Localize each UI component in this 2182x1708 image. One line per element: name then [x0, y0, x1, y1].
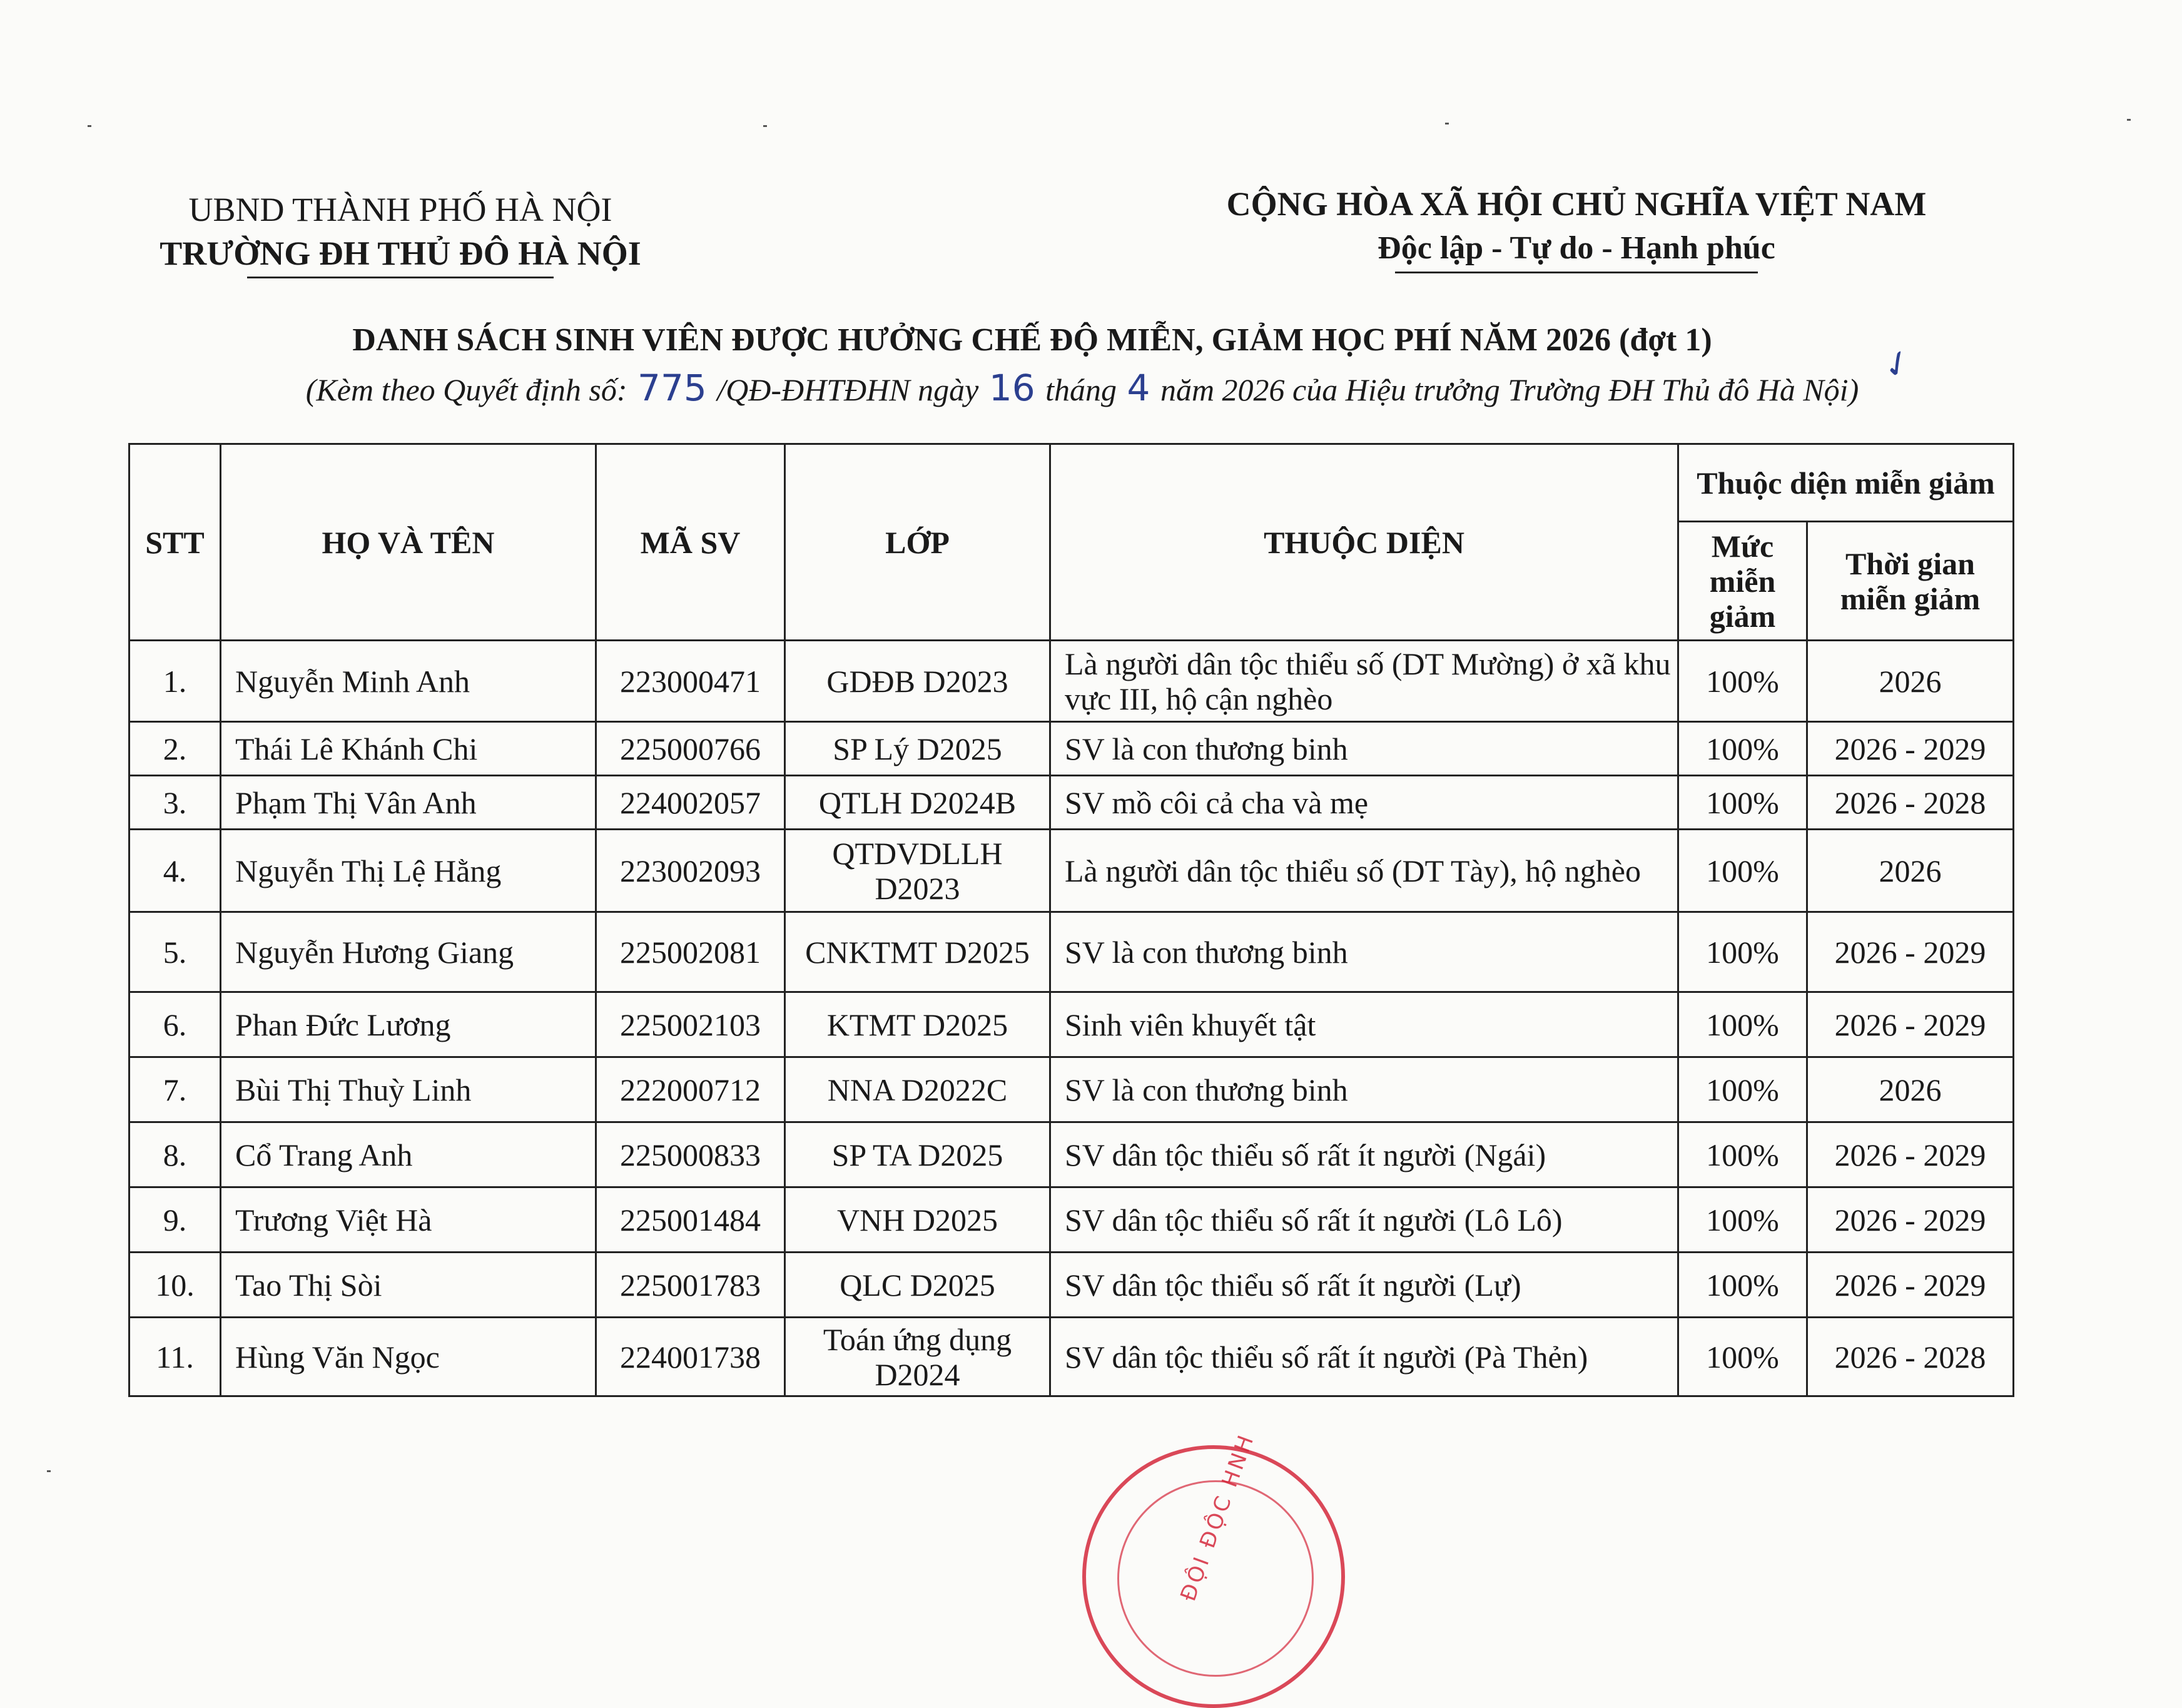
- table-row: [129, 992, 2014, 1057]
- row-class: SP TA D2025: [785, 1122, 1050, 1187]
- row-class: QTLH D2024B: [785, 776, 1050, 830]
- subtitle-part3: tháng: [1045, 372, 1117, 407]
- row-name: Phan Đức Lương: [221, 992, 596, 1057]
- table-row: [129, 912, 2014, 992]
- row-category: SV mồ côi cả cha và mẹ: [1050, 776, 1678, 830]
- table-row: [129, 830, 2014, 912]
- header-rate: Mức miễn giảm: [1678, 522, 1807, 641]
- handwritten-decision-number: 775: [637, 367, 707, 409]
- row-category: SV là con thương binh: [1050, 722, 1678, 776]
- row-stt: 6.: [129, 992, 221, 1057]
- row-category: Sinh viên khuyết tật: [1050, 992, 1678, 1057]
- stamp-text: ĐỘI ĐỘC HNH: [1175, 1430, 1260, 1605]
- row-category: Là người dân tộc thiểu số (DT Tày), hộ nghèo: [1050, 830, 1678, 912]
- row-period: 2026 - 2029: [1807, 722, 2014, 776]
- row-student-code: 222000712: [596, 1057, 785, 1122]
- row-stt: 9.: [129, 1187, 221, 1253]
- document-title: DANH SÁCH SINH VIÊN ĐƯỢC HƯỞNG CHẾ ĐỘ MIỄN, GIẢM HỌC PHÍ NĂM 2026 (đợt 1): [352, 322, 1712, 358]
- row-name: Nguyễn Minh Anh: [221, 641, 596, 722]
- row-student-code: 225001484: [596, 1187, 785, 1253]
- scan-speck: [47, 1470, 51, 1472]
- motto: Độc lập - Tự do - Hạnh phúc: [1378, 230, 1775, 266]
- row-category: SV dân tộc thiểu số rất ít người (Ngái): [1050, 1122, 1678, 1187]
- row-rate: 100%: [1678, 1187, 1807, 1253]
- row-stt: 8.: [129, 1122, 221, 1187]
- header-class: LỚP: [785, 444, 1050, 641]
- row-stt: 11.: [129, 1318, 221, 1396]
- header-category: THUỘC DIỆN: [1050, 444, 1678, 641]
- row-period: 2026 - 2028: [1807, 776, 2014, 830]
- row-class: NNA D2022C: [785, 1057, 1050, 1122]
- row-period: 2026 - 2029: [1807, 992, 2014, 1057]
- row-period: 2026 - 2028: [1807, 1318, 2014, 1396]
- table-row: [129, 641, 2014, 722]
- row-student-code: 224002057: [596, 776, 785, 830]
- table-row: [129, 1122, 2014, 1187]
- document-subtitle: [188, 368, 1977, 410]
- row-student-code: 223002093: [596, 830, 785, 912]
- row-stt: 2.: [129, 722, 221, 776]
- header-code: MÃ SV: [596, 444, 785, 641]
- table-row: [129, 1057, 2014, 1122]
- row-student-code: 225000833: [596, 1122, 785, 1187]
- row-rate: 100%: [1678, 776, 1807, 830]
- row-category: SV dân tộc thiểu số rất ít người (Lự): [1050, 1253, 1678, 1318]
- row-stt: 10.: [129, 1253, 221, 1318]
- scan-speck: [88, 125, 91, 127]
- row-category: SV là con thương binh: [1050, 912, 1678, 992]
- header-stt: STT: [129, 444, 221, 641]
- issuer-underline: [247, 277, 554, 278]
- row-name: Hùng Văn Ngọc: [221, 1318, 596, 1396]
- row-student-code: 225001783: [596, 1253, 785, 1318]
- row-period: 2026 - 2029: [1807, 1122, 2014, 1187]
- row-name: Bùi Thị Thuỳ Linh: [221, 1057, 596, 1122]
- row-name: Tao Thị Sòi: [221, 1253, 596, 1318]
- row-class: KTMT D2025: [785, 992, 1050, 1057]
- row-rate: 100%: [1678, 1253, 1807, 1318]
- row-period: 2026 - 2029: [1807, 1253, 2014, 1318]
- table-row: [129, 1253, 2014, 1318]
- row-category: Là người dân tộc thiểu số (DT Mường) ở xã khu vực III, hộ cận nghèo: [1050, 641, 1678, 722]
- row-student-code: 225002103: [596, 992, 785, 1057]
- row-rate: 100%: [1678, 641, 1807, 722]
- country-name: CỘNG HÒA XÃ HỘI CHỦ NGHĨA VIỆT NAM: [1226, 185, 1927, 223]
- row-period: 2026: [1807, 830, 2014, 912]
- row-name: Nguyễn Hương Giang: [221, 912, 596, 992]
- row-rate: 100%: [1678, 1057, 1807, 1122]
- row-class: GDĐB D2023: [785, 641, 1050, 722]
- handwritten-day: 16: [988, 367, 1035, 409]
- header-exemption-group: Thuộc diện miễn giảm: [1678, 444, 2014, 522]
- row-stt: 3.: [129, 776, 221, 830]
- row-period: 2026 - 2029: [1807, 1187, 2014, 1253]
- scan-speck: [763, 125, 767, 127]
- row-rate: 100%: [1678, 830, 1807, 912]
- row-class: QLC D2025: [785, 1253, 1050, 1318]
- header-period: Thời gian miễn giảm: [1807, 522, 2014, 641]
- row-rate: 100%: [1678, 992, 1807, 1057]
- row-class: VNH D2025: [785, 1187, 1050, 1253]
- row-rate: 100%: [1678, 722, 1807, 776]
- row-student-code: 223000471: [596, 641, 785, 722]
- row-stt: 1.: [129, 641, 221, 722]
- row-class: Toán ứng dụng D2024: [785, 1318, 1050, 1396]
- scan-speck: [2127, 119, 2131, 121]
- row-period: 2026: [1807, 641, 2014, 722]
- row-class: CNKTMT D2025: [785, 912, 1050, 992]
- row-name: Thái Lê Khánh Chi: [221, 722, 596, 776]
- row-category: SV dân tộc thiểu số rất ít người (Lô Lô): [1050, 1187, 1678, 1253]
- row-name: Cổ Trang Anh: [221, 1122, 596, 1187]
- row-stt: 4.: [129, 830, 221, 912]
- table-row: [129, 776, 2014, 830]
- table-row: [129, 1187, 2014, 1253]
- header-name: HỌ VÀ TÊN: [221, 444, 596, 641]
- student-list-table: [128, 443, 2014, 1397]
- handwritten-initial-mark: ✓: [1875, 339, 1921, 390]
- issuer-university: TRƯỜNG ĐH THỦ ĐÔ HÀ NỘI: [160, 235, 641, 272]
- national-motto: [1176, 181, 1977, 273]
- subtitle-part4: năm 2026 của Hiệu trưởng Trường ĐH Thủ đô Hà Nội): [1160, 372, 1859, 407]
- row-student-code: 224001738: [596, 1318, 785, 1396]
- subtitle-part2: /QĐ-ĐHTĐHN ngày: [717, 372, 979, 407]
- row-rate: 100%: [1678, 1122, 1807, 1187]
- motto-underline: [1395, 272, 1758, 273]
- row-rate: 100%: [1678, 1318, 1807, 1396]
- row-rate: 100%: [1678, 912, 1807, 992]
- subtitle-part1: (Kèm theo Quyết định số:: [305, 372, 627, 407]
- row-name: Trương Việt Hà: [221, 1187, 596, 1253]
- table-row: [129, 1318, 2014, 1396]
- row-class: SP Lý D2025: [785, 722, 1050, 776]
- red-seal-stamp: [1082, 1430, 1345, 1708]
- row-period: 2026 - 2029: [1807, 912, 2014, 992]
- handwritten-month: 4: [1127, 367, 1150, 409]
- row-category: SV dân tộc thiểu số rất ít người (Pà Thẻn): [1050, 1318, 1678, 1396]
- table-row: [129, 722, 2014, 776]
- scan-speck: [1445, 123, 1449, 125]
- row-name: Phạm Thị Vân Anh: [221, 776, 596, 830]
- issuer-authority: UBND THÀNH PHỐ HÀ NỘI: [188, 191, 612, 228]
- row-name: Nguyễn Thị Lệ Hằng: [221, 830, 596, 912]
- row-stt: 7.: [129, 1057, 221, 1122]
- row-student-code: 225000766: [596, 722, 785, 776]
- row-category: SV là con thương binh: [1050, 1057, 1678, 1122]
- row-student-code: 225002081: [596, 912, 785, 992]
- student-rows: [129, 641, 2014, 1396]
- issuer-header: [150, 188, 651, 278]
- row-period: 2026: [1807, 1057, 2014, 1122]
- row-stt: 5.: [129, 912, 221, 992]
- row-class: QTDVDLLH D2023: [785, 830, 1050, 912]
